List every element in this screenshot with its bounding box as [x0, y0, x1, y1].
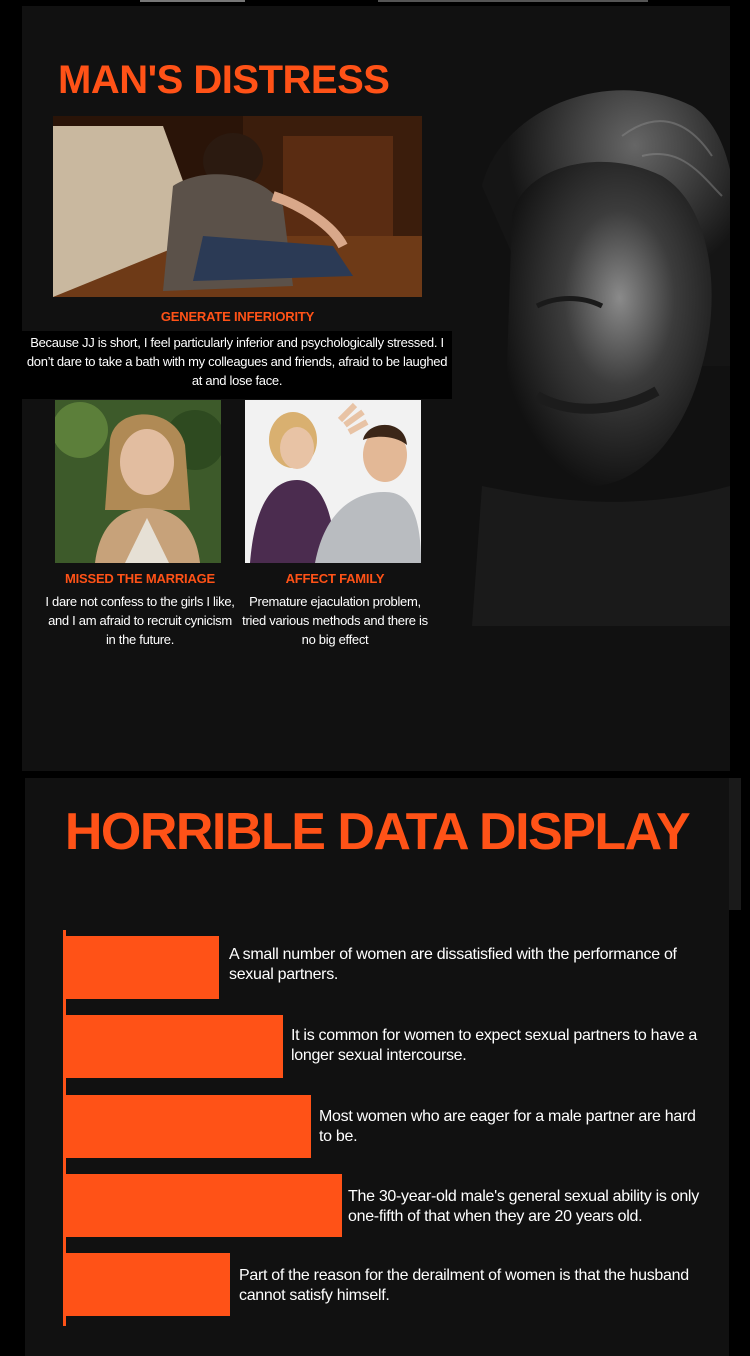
data-bar: [64, 936, 219, 999]
data-bar: [64, 1174, 342, 1237]
section-title: MAN'S DISTRESS: [58, 58, 390, 102]
sad-man-photo: [53, 116, 422, 297]
item-text: Because JJ is short, I feel particularly inferior and psychologically stressed. I don’t dare to take a bath with my colleagues and friends, afraid to be laughed at and lose face.: [22, 331, 452, 399]
bar-label: The 30-year-old male's general sexual ability is only one-fifth of that when they are 20 years old.: [348, 1188, 699, 1225]
item-caption: MISSED THE MARRIAGE: [64, 571, 216, 586]
bar-label: Part of the reason for the derailment of women is that the husband cannot satisfy himself.: [239, 1267, 689, 1304]
top-divider-right: [378, 0, 648, 2]
woman-photo: [55, 400, 221, 563]
data-bar: [64, 1015, 283, 1078]
arguing-couple-photo: [245, 400, 421, 563]
data-bar: [64, 1095, 311, 1158]
man-portrait-image: [442, 66, 730, 626]
section-title: HORRIBLE DATA DISPLAY: [64, 803, 690, 861]
bar-label: It is common for women to expect sexual partners to have a longer sexual intercourse.: [291, 1027, 697, 1064]
bar-label: A small number of women are dissatisfied with the performance of sexual partners.: [229, 946, 677, 983]
item-text: I dare not confess to the girls I like, and I am afraid to recruit cynicism in the future.: [45, 594, 235, 647]
item-caption: GENERATE INFERIORITY: [160, 309, 315, 324]
data-bar: [64, 1253, 230, 1316]
item-text: Premature ejaculation problem, tried various methods and there is no big effect: [242, 594, 428, 647]
item-caption: AFFECT FAMILY: [285, 571, 385, 586]
right-edge-strip: [729, 778, 741, 910]
bar-label: Most women who are eager for a male partner are hard to be.: [319, 1108, 696, 1145]
mans-distress-section: [22, 6, 730, 771]
top-divider-left: [140, 0, 245, 2]
